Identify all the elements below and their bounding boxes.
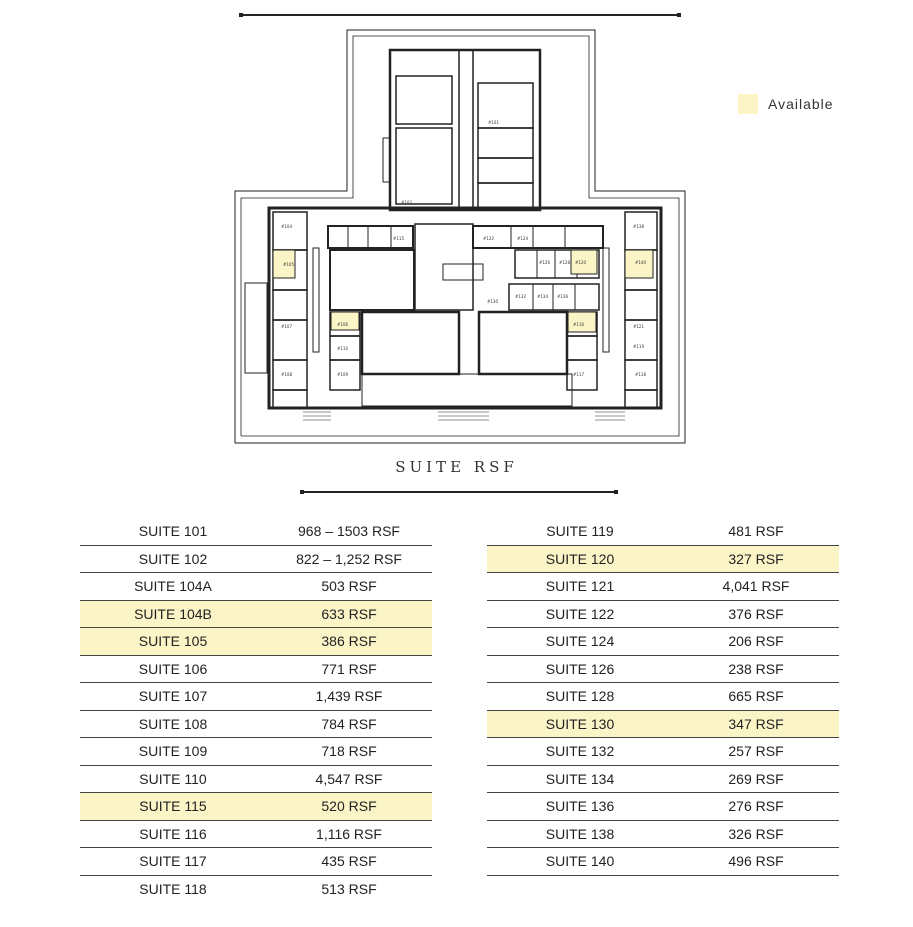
- suite-name: SUITE 110: [80, 765, 266, 793]
- plan-room-label: #124: [517, 236, 528, 241]
- plan-room-label: #108: [281, 372, 292, 377]
- suite-rsf: 257 RSF: [673, 738, 839, 766]
- plan-room-label: #102: [401, 200, 412, 205]
- legend-label: Available: [768, 96, 834, 112]
- suite-row: [80, 655, 432, 683]
- plan-room-label: #126: [539, 260, 550, 265]
- suite-row: [80, 793, 432, 821]
- suite-rsf: 1,439 RSF: [266, 683, 432, 711]
- suite-row: [487, 820, 839, 848]
- suite-name: SUITE 120: [487, 545, 673, 573]
- suite-name: SUITE 128: [487, 683, 673, 711]
- suite-rsf: 4,041 RSF: [673, 573, 839, 601]
- suite-name: SUITE 108: [80, 710, 266, 738]
- suite-name: SUITE 105: [80, 628, 266, 656]
- plan-room-label: #132: [515, 294, 526, 299]
- suite-rsf: 822 – 1,252 RSF: [266, 545, 432, 573]
- plan-room-label: #117: [573, 372, 584, 377]
- suite-row: [487, 848, 839, 876]
- suite-row: [487, 710, 839, 738]
- plan-room-label: #119: [633, 344, 644, 349]
- suite-name: SUITE 140: [487, 848, 673, 876]
- suite-row: [80, 710, 432, 738]
- suite-rsf: 327 RSF: [673, 545, 839, 573]
- suite-name: SUITE 101: [80, 518, 266, 545]
- plan-room-label: #107: [281, 324, 292, 329]
- suite-rsf: 347 RSF: [673, 710, 839, 738]
- plan-room-label: #110: [337, 346, 348, 351]
- legend: [738, 94, 834, 114]
- suite-name: SUITE 104A: [80, 573, 266, 601]
- suite-name: SUITE 138: [487, 820, 673, 848]
- suite-name: SUITE 107: [80, 683, 266, 711]
- suite-rsf: 269 RSF: [673, 765, 839, 793]
- suite-name: SUITE 116: [80, 820, 266, 848]
- suite-rsf: 376 RSF: [673, 600, 839, 628]
- suite-row: [487, 518, 839, 545]
- suite-row: [80, 848, 432, 876]
- suite-rsf: 665 RSF: [673, 683, 839, 711]
- suite-name: SUITE 109: [80, 738, 266, 766]
- suite-rsf: 633 RSF: [266, 600, 432, 628]
- plan-room-label: #109: [337, 372, 348, 377]
- suite-row: [487, 628, 839, 656]
- plan-room-label: #105: [283, 262, 294, 267]
- suite-rsf: 513 RSF: [321, 880, 377, 897]
- top-rule: [241, 14, 679, 16]
- plan-room-label: #120: [575, 260, 586, 265]
- plan-room-label: #101: [488, 120, 499, 125]
- suite-name: SUITE 132: [487, 738, 673, 766]
- available-swatch: [738, 94, 758, 114]
- suite-rsf: 435 RSF: [266, 848, 432, 876]
- suite-name: SUITE 106: [80, 655, 266, 683]
- suite-rsf: 206 RSF: [673, 628, 839, 656]
- suite-name: SUITE 124: [487, 628, 673, 656]
- page-title: SUITE RSF: [395, 458, 518, 476]
- suite-table-left: [80, 518, 432, 902]
- suite-row: [80, 875, 432, 902]
- plan-room-label: #118: [635, 372, 646, 377]
- plan-room-label: #128: [559, 260, 570, 265]
- suite-row: [80, 518, 432, 545]
- suite-rsf: 386 RSF: [266, 628, 432, 656]
- plan-room-label: #122: [483, 236, 494, 241]
- suite-name: SUITE 130: [487, 710, 673, 738]
- suite-rsf: 968 – 1503 RSF: [266, 518, 432, 545]
- plan-room-label: #104: [281, 224, 292, 229]
- suite-row: [487, 655, 839, 683]
- suite-rsf: 496 RSF: [673, 848, 839, 876]
- plan-room-label: #115: [393, 236, 404, 241]
- suite-rsf: 481 RSF: [673, 518, 839, 545]
- suite-name: SUITE 119: [487, 518, 673, 545]
- bottom-rule: [302, 491, 616, 493]
- suite-row: [80, 573, 432, 601]
- suite-row: [80, 628, 432, 656]
- suite-name: SUITE 102: [80, 545, 266, 573]
- suite-row: [80, 545, 432, 573]
- suite-rsf: 771 RSF: [266, 655, 432, 683]
- suite-name: SUITE 117: [80, 848, 266, 876]
- suite-name: SUITE 115: [80, 793, 266, 821]
- plan-room-label: #138: [633, 224, 644, 229]
- suite-row: [487, 600, 839, 628]
- plan-room-label: #106: [337, 322, 348, 327]
- suite-row: [487, 738, 839, 766]
- plan-room-label: #136: [557, 294, 568, 299]
- suite-row: [80, 683, 432, 711]
- suite-name: SUITE 122: [487, 600, 673, 628]
- suite-name: SUITE 136: [487, 793, 673, 821]
- suite-rsf: 326 RSF: [673, 820, 839, 848]
- plan-room-label: #116: [573, 322, 584, 327]
- suite-row: [80, 765, 432, 793]
- suite-name: SUITE 126: [487, 655, 673, 683]
- suite-rsf: 1,116 RSF: [266, 820, 432, 848]
- plan-suite-105: [331, 312, 359, 330]
- suite-table-right: [487, 518, 839, 876]
- suite-rsf: 238 RSF: [673, 655, 839, 683]
- suite-row: [487, 793, 839, 821]
- suite-row: [487, 573, 839, 601]
- suite-rsf: 503 RSF: [266, 573, 432, 601]
- suite-row: [80, 820, 432, 848]
- suite-row: [487, 545, 839, 573]
- plan-room-label: #121: [633, 324, 644, 329]
- suite-name: SUITE 121: [487, 573, 673, 601]
- plan-room-label: #130: [487, 299, 498, 304]
- suite-row: [487, 765, 839, 793]
- suite-name: SUITE 118: [139, 880, 207, 897]
- suite-rsf: 784 RSF: [266, 710, 432, 738]
- plan-room-label: #134: [537, 294, 548, 299]
- suite-rsf: 718 RSF: [266, 738, 432, 766]
- suite-rsf: 276 RSF: [673, 793, 839, 821]
- plan-room-label: #140: [635, 260, 646, 265]
- floor-plan: [233, 28, 686, 446]
- suite-name: SUITE 134: [487, 765, 673, 793]
- suite-rsf: 520 RSF: [266, 793, 432, 821]
- suite-row: [80, 600, 432, 628]
- suite-row: [80, 738, 432, 766]
- suite-name: SUITE 104B: [80, 600, 266, 628]
- suite-row: [487, 683, 839, 711]
- suite-rsf: 4,547 RSF: [266, 765, 432, 793]
